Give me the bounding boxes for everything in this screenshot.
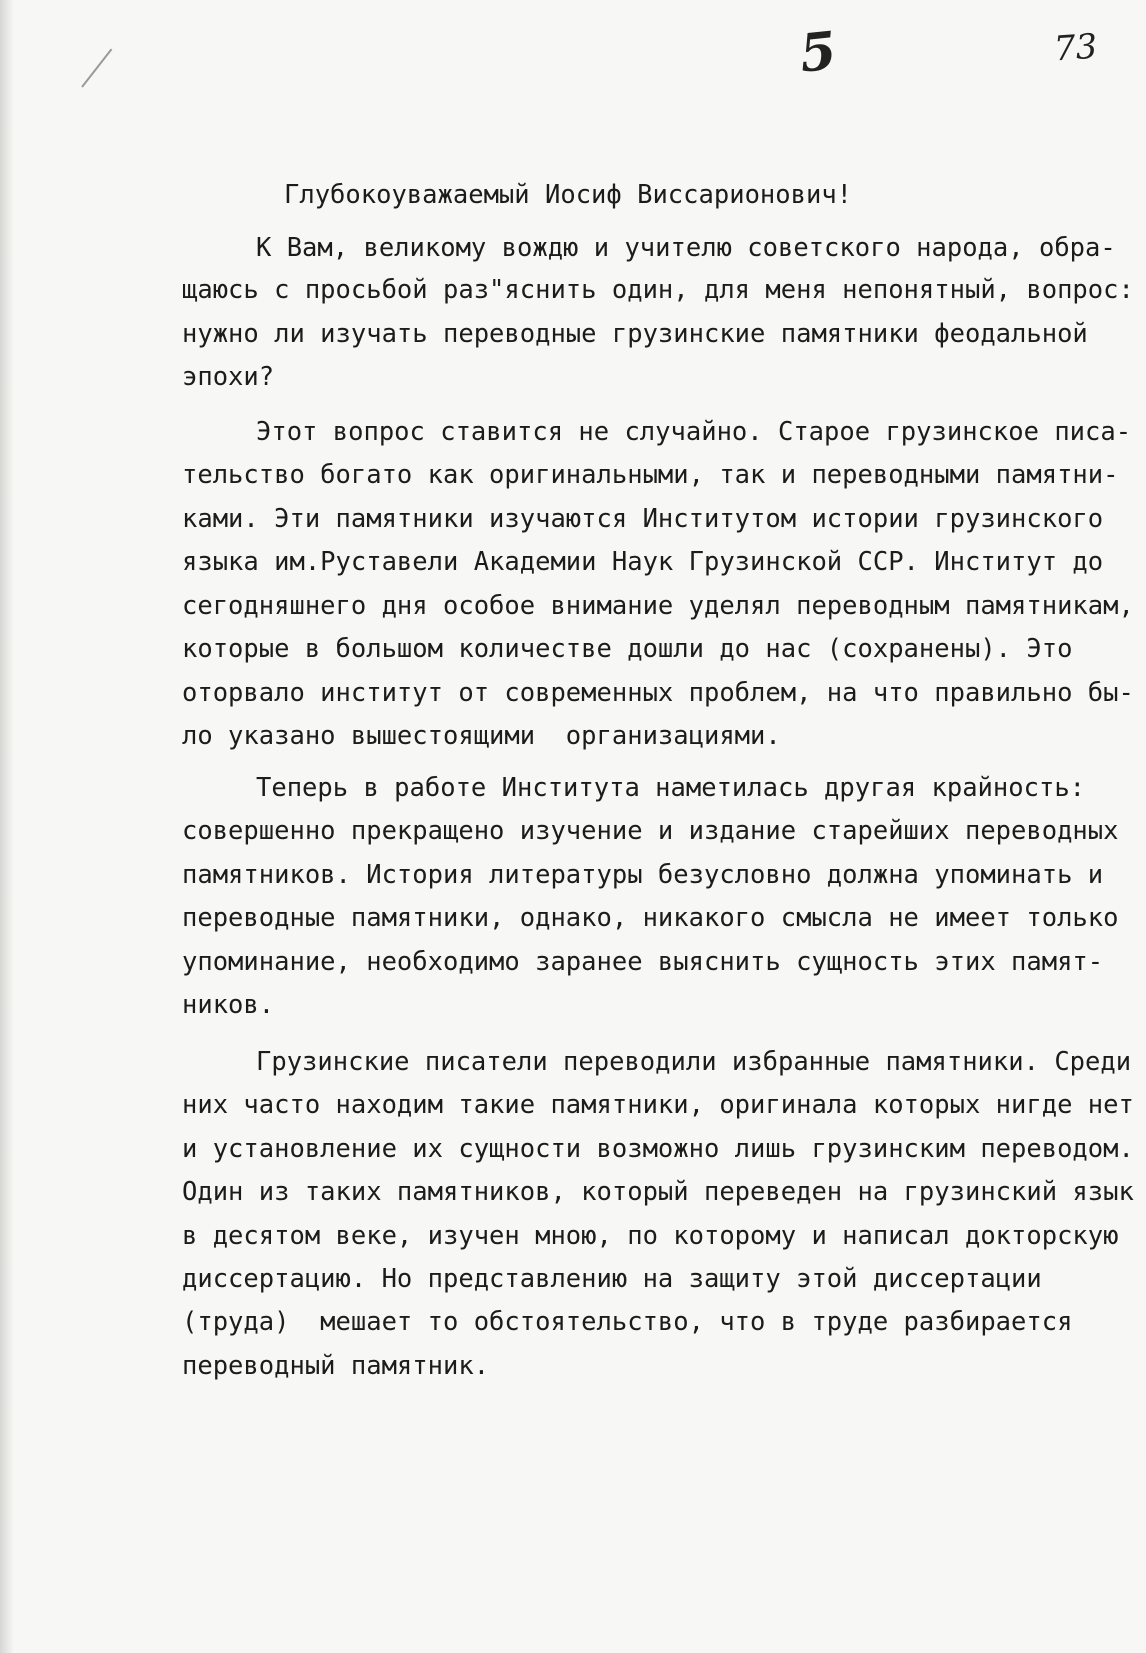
paragraph-line: которые в большом количестве дошли до нас (сохранены). Это	[182, 634, 1073, 664]
paragraph-line: Один из таких памятников, который переведен на грузинский язык	[182, 1177, 1134, 1207]
paragraph-line: переводный памятник.	[182, 1351, 490, 1381]
paragraph-line: упоминание, необходимо заранее выяснить сущность этих памят-	[182, 947, 1104, 977]
paragraph-line: нужно ли изучать переводные грузинские памятники феодальной	[182, 319, 1088, 349]
pencil-stroke-mark	[81, 49, 112, 88]
paragraph-line: ками. Эти памятники изучаются Институтом истории грузинского	[182, 504, 1104, 534]
paragraph-line: Этот вопрос ставится не случайно. Старое грузинское писа-	[256, 417, 1132, 447]
paragraph-line: щаюсь с просьбой раз"яснить один, для меня непонятный, вопрос:	[182, 275, 1134, 305]
paragraph-line: К Вам, великому вождю и учителю советского народа, обра-	[256, 233, 1116, 263]
paragraph-line: и установление их сущности возможно лишь грузинским переводом.	[182, 1134, 1134, 1164]
paragraph-line: (труда) мешает то обстоятельство, что в труде разбирается	[182, 1307, 1073, 1337]
paragraph-line: Грузинские писатели переводили избранные памятники. Среди	[256, 1047, 1132, 1077]
paragraph-line: диссертацию. Но представлению на защиту этой диссертации	[182, 1264, 1042, 1294]
paragraph-line: оторвало институт от современных проблем, на что правильно бы-	[182, 678, 1134, 708]
paragraph-line: совершенно прекращено изучение и издание старейших переводных	[182, 816, 1119, 846]
paragraph-line: переводные памятники, однако, никакого смысла не имеет только	[182, 903, 1119, 933]
paragraph-line: эпохи?	[182, 362, 275, 392]
letter-greeting: Глубокоуважаемый Иосиф Виссарионович!	[284, 180, 853, 210]
paragraph-line: языка им.Руставели Академии Наук Грузинской ССР. Институт до	[182, 547, 1104, 577]
handwritten-page-mark: 5	[796, 20, 840, 85]
paragraph-line: памятников. История литературы безусловно должна упоминать и	[182, 860, 1104, 890]
paragraph-line: ло указано вышестоящими организациями.	[182, 721, 781, 751]
paragraph-line: тельство богато как оригинальными, так и переводными памятни-	[182, 460, 1119, 490]
paragraph-line: сегодняшнего дня особое внимание уделял переводным памятникам,	[182, 591, 1134, 621]
paragraph-line: в десятом веке, изучен мною, по которому и написал докторскую	[182, 1221, 1119, 1251]
paragraph-line: Теперь в работе Института наметилась другая крайность:	[256, 773, 1086, 803]
handwritten-folio-number: 73	[1052, 26, 1099, 70]
paragraph-line: ников.	[182, 990, 275, 1020]
paragraph-line: них часто находим такие памятники, оригинала которых нигде нет	[182, 1090, 1134, 1120]
